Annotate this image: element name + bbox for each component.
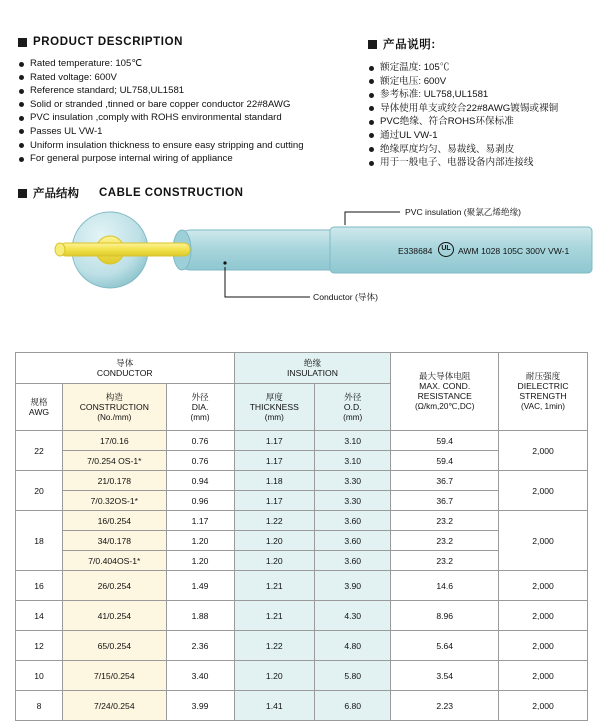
cell-od: 3.30 xyxy=(315,491,391,511)
header-resistance-en1: MAX. COND. xyxy=(419,381,471,391)
cell-construction: 65/0.254 xyxy=(63,631,167,661)
header-od-unit: (mm) xyxy=(343,412,363,422)
cell-od: 4.30 xyxy=(315,601,391,631)
ul-logo-icon: UL xyxy=(438,242,454,257)
cell-resistance: 36.7 xyxy=(391,471,499,491)
cell-resistance: 2.23 xyxy=(391,691,499,721)
leader-line-conductor xyxy=(225,267,310,297)
table-row xyxy=(16,511,588,531)
cell-od: 3.60 xyxy=(315,551,391,571)
cell-construction: 7/0.254 OS-1* xyxy=(63,451,167,471)
description-list-cn xyxy=(368,61,593,170)
cable-print-legend-right: AWM 1028 105C 300V VW-1 xyxy=(458,246,570,256)
section-title-en: PRODUCT DESCRIPTION xyxy=(33,36,184,48)
cell-resistance: 14.6 xyxy=(391,571,499,601)
table-row xyxy=(16,661,588,691)
header-od xyxy=(315,384,391,431)
cell-od: 4.80 xyxy=(315,631,391,661)
cable-print-legend-left: E338684 xyxy=(398,246,433,256)
cell-dielectric: 2,000 xyxy=(499,601,588,631)
cell-thickness: 1.22 xyxy=(234,511,315,531)
table-row xyxy=(16,601,588,631)
section-heading-product-description-cn xyxy=(368,36,593,52)
header-dielectric-en1: DIELECTRIC xyxy=(517,381,569,391)
cell-thickness: 1.21 xyxy=(234,601,315,631)
header-thickness-en: THICKNESS xyxy=(249,401,299,412)
cable-construction-title-en: CABLE CONSTRUCTION xyxy=(99,187,244,199)
square-bullet-icon xyxy=(18,38,27,47)
header-group-conductor xyxy=(16,353,235,384)
table-row xyxy=(16,631,588,661)
cable-diagram-svg xyxy=(0,205,603,330)
list-item: Uniform insulation thickness to ensure easy stripping and cutting xyxy=(18,139,348,153)
leader-line-insulation xyxy=(345,212,400,225)
cell-construction: 41/0.254 xyxy=(63,601,167,631)
specification-table xyxy=(15,352,588,721)
list-item: 通过UL VW-1 xyxy=(368,129,593,143)
table-row xyxy=(16,471,588,491)
product-description-cn xyxy=(368,36,593,170)
exposed-conductor xyxy=(60,243,190,256)
list-item: Solid or stranded ,tinned or bare copper conductor 22#8AWG xyxy=(18,98,348,112)
header-spec-en: AWG xyxy=(28,407,50,417)
header-group-insulation-cn: 绝缘 xyxy=(303,358,322,368)
cell-resistance: 59.4 xyxy=(391,451,499,471)
cell-dia: 1.88 xyxy=(166,601,234,631)
cell-od: 3.10 xyxy=(315,431,391,451)
header-dielectric-cn: 耐压强度 xyxy=(525,371,561,381)
header-dia xyxy=(166,384,234,431)
section-title-cn: 产品说明: xyxy=(383,39,436,51)
cell-thickness: 1.18 xyxy=(234,471,315,491)
header-resistance-en2: RESISTANCE xyxy=(417,391,472,401)
cell-dia: 1.20 xyxy=(166,551,234,571)
cell-dia: 0.96 xyxy=(166,491,234,511)
cell-dia: 3.40 xyxy=(166,661,234,691)
header-group-insulation-en: INSULATION xyxy=(286,368,338,378)
cell-construction: 7/0.404OS-1* xyxy=(63,551,167,571)
list-item: PVC绝缘、符合ROHS环保标准 xyxy=(368,115,593,129)
header-thickness xyxy=(234,384,315,431)
cell-dia: 1.20 xyxy=(166,531,234,551)
cell-dielectric: 2,000 xyxy=(499,661,588,691)
cell-dia: 3.99 xyxy=(166,691,234,721)
cell-awg: 18 xyxy=(16,511,63,571)
table-header-row-group xyxy=(16,353,588,384)
cell-od: 3.30 xyxy=(315,471,391,491)
header-group-conductor-en: CONDUCTOR xyxy=(96,368,153,378)
header-group-conductor-cn: 导体 xyxy=(116,358,134,368)
header-od-en: O.D. xyxy=(343,401,362,412)
cell-resistance: 23.2 xyxy=(391,531,499,551)
list-item: PVC insulation ,comply with ROHS environmental standard xyxy=(18,111,348,125)
cell-thickness: 1.41 xyxy=(234,691,315,721)
list-item: 参考标准: UL758,UL1581 xyxy=(368,88,593,102)
cell-thickness: 1.21 xyxy=(234,571,315,601)
cell-dielectric: 2,000 xyxy=(499,571,588,601)
list-item: Rated voltage: 600V xyxy=(18,71,348,85)
list-item: 绝缘厚度均匀、易裁线、易剥皮 xyxy=(368,143,593,157)
cell-awg: 8 xyxy=(16,691,63,721)
header-construction-unit: (No./mm) xyxy=(97,412,132,422)
cell-dielectric: 2,000 xyxy=(499,631,588,661)
cell-dia: 1.49 xyxy=(166,571,234,601)
table-row xyxy=(16,691,588,721)
cell-dia: 2.36 xyxy=(166,631,234,661)
cell-construction: 7/15/0.254 xyxy=(63,661,167,691)
table-row xyxy=(16,571,588,601)
header-thickness-unit: (mm) xyxy=(264,412,284,422)
list-item: Passes UL VW-1 xyxy=(18,125,348,139)
header-od-cn: 外径 xyxy=(344,391,362,402)
list-item: 导体使用单支或绞合22#8AWG镀锡或裸铜 xyxy=(368,102,593,116)
cell-od: 3.60 xyxy=(315,511,391,531)
header-spec-cn: 规格 xyxy=(30,397,48,407)
cell-od: 6.80 xyxy=(315,691,391,721)
cell-resistance: 36.7 xyxy=(391,491,499,511)
product-description-en xyxy=(18,36,348,166)
header-construction xyxy=(63,384,167,431)
header-dielectric-unit: (VAC, 1min) xyxy=(521,402,566,411)
cell-dielectric: 2,000 xyxy=(499,691,588,721)
section-heading-product-description xyxy=(18,36,348,48)
leader-dot-conductor xyxy=(223,261,226,264)
cell-construction: 16/0.254 xyxy=(63,511,167,531)
description-list-en xyxy=(18,57,348,166)
cell-od: 5.80 xyxy=(315,661,391,691)
cell-awg: 12 xyxy=(16,631,63,661)
square-bullet-icon xyxy=(368,40,377,49)
cell-dia: 0.76 xyxy=(166,431,234,451)
cell-thickness: 1.17 xyxy=(234,431,315,451)
label-pvc-insulation: PVC insulation (聚氯乙烯绝缘) xyxy=(405,207,522,217)
conductor-end xyxy=(55,243,65,256)
label-conductor: Conductor (导体) xyxy=(313,292,378,302)
cell-resistance: 5.64 xyxy=(391,631,499,661)
cell-resistance: 23.2 xyxy=(391,511,499,531)
cell-awg: 14 xyxy=(16,601,63,631)
cell-od: 3.90 xyxy=(315,571,391,601)
header-dia-unit: (mm) xyxy=(190,412,210,422)
header-dielectric-en2: STRENGTH xyxy=(519,391,567,401)
cell-od: 3.60 xyxy=(315,531,391,551)
cell-construction: 21/0.178 xyxy=(63,471,167,491)
cell-resistance: 59.4 xyxy=(391,431,499,451)
header-resistance-unit: (Ω/km,20℃,DC) xyxy=(415,402,475,411)
cell-dielectric: 2,000 xyxy=(499,511,588,571)
cell-awg: 20 xyxy=(16,471,63,511)
header-construction-cn: 构造 xyxy=(105,391,123,402)
header-resistance-cn: 最大导体电阻 xyxy=(418,371,471,381)
list-item: 额定电压: 600V xyxy=(368,75,593,89)
cell-dia: 0.94 xyxy=(166,471,234,491)
header-thickness-cn: 厚度 xyxy=(265,391,283,402)
header-group-insulation xyxy=(234,353,391,384)
header-dia-cn: 外径 xyxy=(191,391,209,402)
cell-od: 3.10 xyxy=(315,451,391,471)
cell-construction: 34/0.178 xyxy=(63,531,167,551)
header-spec xyxy=(16,384,63,431)
cell-awg: 22 xyxy=(16,431,63,471)
header-dielectric xyxy=(499,353,588,431)
cell-thickness: 1.20 xyxy=(234,661,315,691)
list-item: Reference standard; UL758,UL1581 xyxy=(18,84,348,98)
cell-dia: 1.17 xyxy=(166,511,234,531)
list-item: Rated temperature: 105℃ xyxy=(18,57,348,71)
cell-construction: 17/0.16 xyxy=(63,431,167,451)
list-item: 额定温度: 105℃ xyxy=(368,61,593,75)
square-bullet-icon xyxy=(18,189,27,198)
cell-construction: 7/0.32OS-1* xyxy=(63,491,167,511)
cell-dielectric: 2,000 xyxy=(499,431,588,471)
header-resistance xyxy=(391,353,499,431)
cell-thickness: 1.17 xyxy=(234,451,315,471)
cable-diagram xyxy=(0,205,603,330)
cell-dielectric: 2,000 xyxy=(499,471,588,511)
cell-resistance: 3.54 xyxy=(391,661,499,691)
cell-resistance: 8.96 xyxy=(391,601,499,631)
cell-thickness: 1.20 xyxy=(234,531,315,551)
cable-construction-title-cn: 产品结构 xyxy=(33,188,79,200)
table-row xyxy=(16,431,588,451)
list-item: 用于一般电子、电器设备内部连接线 xyxy=(368,156,593,170)
cell-dia: 0.76 xyxy=(166,451,234,471)
cell-thickness: 1.17 xyxy=(234,491,315,511)
cell-resistance: 23.2 xyxy=(391,551,499,571)
section-heading-cable-construction xyxy=(18,185,243,201)
cell-awg: 10 xyxy=(16,661,63,691)
header-dia-en: DIA. xyxy=(191,401,209,412)
cell-thickness: 1.22 xyxy=(234,631,315,661)
cell-awg: 16 xyxy=(16,571,63,601)
cell-construction: 7/24/0.254 xyxy=(63,691,167,721)
header-construction-en: CONSTRUCTION xyxy=(79,401,149,412)
cable-jacket xyxy=(178,230,342,270)
list-item: For general purpose internal wiring of appliance xyxy=(18,152,348,166)
cell-thickness: 1.20 xyxy=(234,551,315,571)
cell-construction: 26/0.254 xyxy=(63,571,167,601)
